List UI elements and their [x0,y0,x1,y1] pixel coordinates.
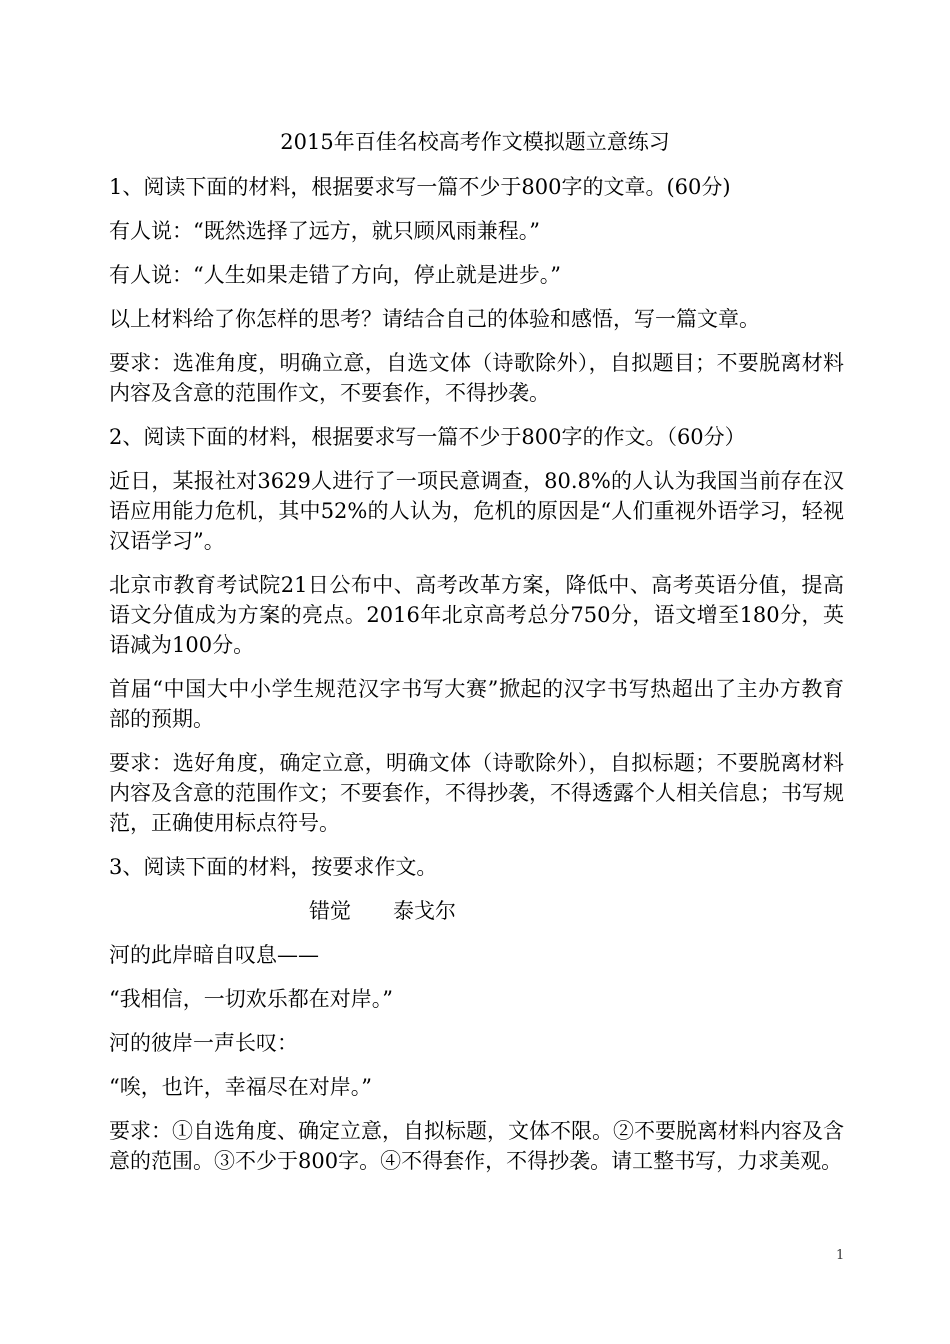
question-2-requirements: 要求：选好角度，确定立意，明确文体（诗歌除外），自拟标题；不要脱离材料内容及含意的范围作文；不要套作，不得抄袭，不得透露个人相关信息；书写规范，正确使用标点符号。 [109,751,844,835]
document-body [109,172,844,1190]
material-writing-contest: 首届“中国大中小学生规范汉字书写大赛”掀起的汉字书写热超出了主办方教育部的预期。 [109,677,844,731]
material-exam-reform: 北京市教育考试院21日公布中、高考改革方案，降低中、高考英语分值，提高语文分值成为方案的亮点。2016年北京高考总分750分，语文增至180分，英语减为100分。 [109,573,844,657]
question-1-requirements: 要求：选准角度，明确立意，自选文体（诗歌除外），自拟题目；不要脱离材料内容及含意的范围作文，不要套作，不得抄袭。 [109,351,844,405]
poem-line-4: “唉，也许，幸福尽在对岸。” [109,1075,372,1099]
question-2-prompt: 2、阅读下面的材料，根据要求写一篇不少于800字的作文。（60分） [109,425,746,449]
page-title: 2015年百佳名校高考作文模拟题立意练习 [280,130,670,154]
quote-2: 有人说：“人生如果走错了方向，停止就是进步。” [109,263,561,287]
page-number: 1 [836,1248,845,1263]
poem-line-1: 河的此岸暗自叹息—— [109,943,319,967]
poem-line-3: 河的彼岸一声长叹： [109,1031,298,1055]
question-1-prompt: 1、阅读下面的材料，根据要求写一篇不少于800字的文章。(60分) [109,175,731,199]
poem-title-author: 错觉 泰戈尔 [309,899,456,923]
material-survey: 近日，某报社对3629人进行了一项民意调查，80.8%的人认为我国当前存在汉语应用能力危机，其中52%的人认为，危机的原因是“人们重视外语学习，轻视汉语学习”。 [109,469,844,553]
question-3-requirements: 要求：①自选角度、确定立意，自拟标题，文体不限。②不要脱离材料内容及含意的范围。③不少于800字。④不得套作，不得抄袭。请工整书写，力求美观。 [109,1119,844,1173]
quote-1: 有人说：“既然选择了远方，就只顾风雨兼程。” [109,219,540,243]
poem-line-2: “我相信，一切欢乐都在对岸。” [109,987,393,1011]
question-3-prompt: 3、阅读下面的材料，按要求作文。 [109,855,438,879]
question-1-instruction: 以上材料给了你怎样的思考？请结合自己的体验和感悟，写一篇文章。 [109,307,760,331]
